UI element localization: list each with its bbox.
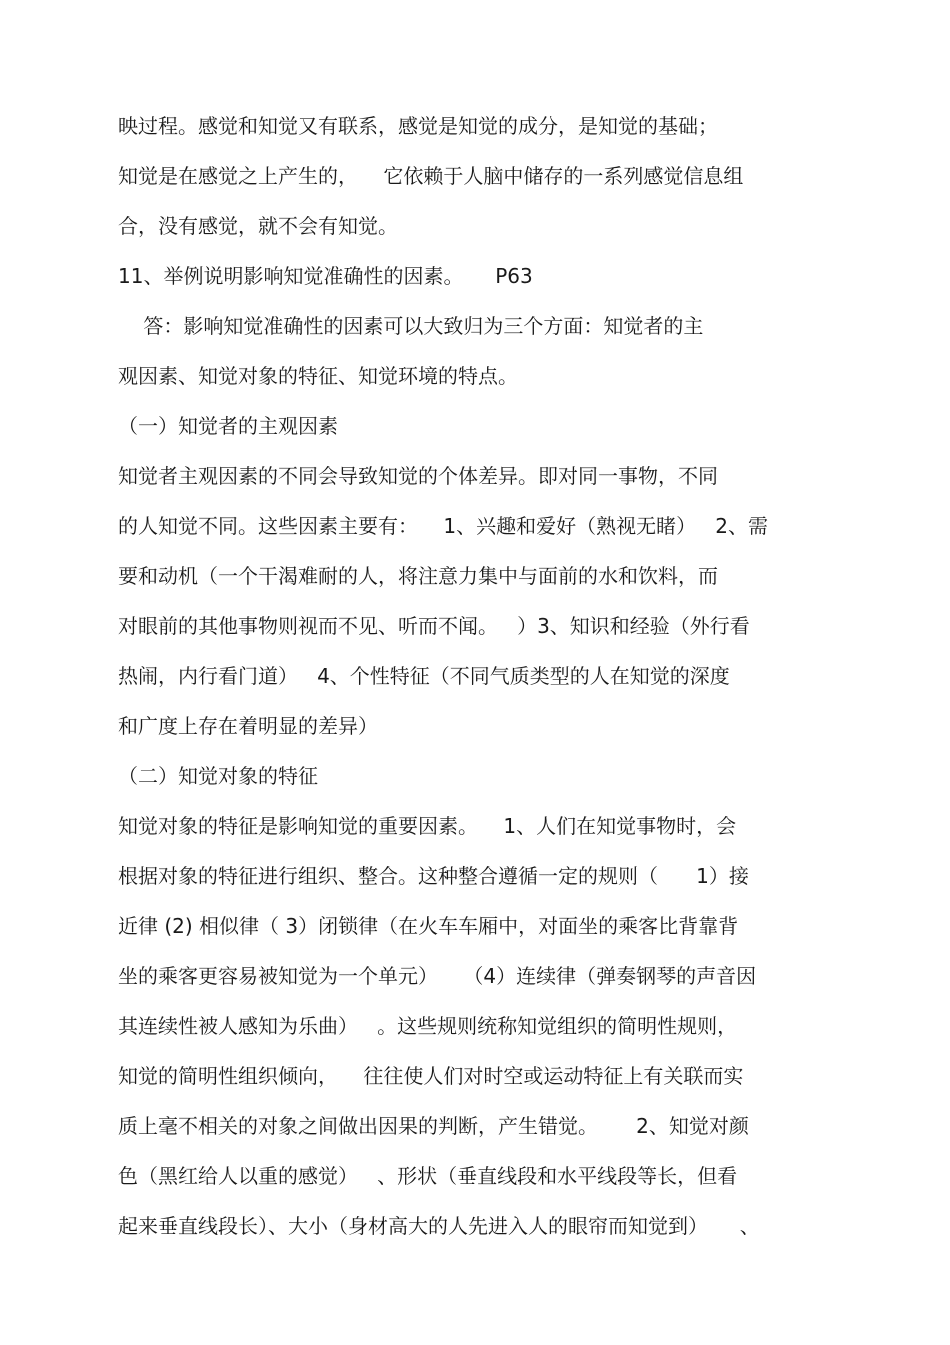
question-heading: 11、举例说明影响知觉准确性的因素。 P63 xyxy=(118,264,533,288)
text-line: 合，没有感觉，就不会有知觉。 xyxy=(118,214,398,238)
text-line: 对眼前的其他事物则视而不见、听而不闻。 ）3、知识和经验（外行看 xyxy=(118,614,750,638)
answer-line: 答：影响知觉准确性的因素可以大致归为三个方面：知觉者的主 xyxy=(118,314,704,338)
text-line: 其连续性被人感知为乐曲） 。这些规则统称知觉组织的简明性规则， xyxy=(118,1014,738,1038)
text-line: 的人知觉不同。这些因素主要有： 1、兴趣和爱好（熟视无睹） 2、需 xyxy=(118,514,768,538)
text-line: 要和动机（一个干渴难耐的人，将注意力集中与面前的水和饮料，而 xyxy=(118,564,718,588)
text-line: 坐的乘客更容易被知觉为一个单元） （4）连续律（弹奏钢琴的声音因 xyxy=(118,964,757,988)
text-line: 色（黑红给人以重的感觉） 、形状（垂直线段和水平线段等长，但看 xyxy=(118,1164,738,1188)
text-line: 观因素、知觉对象的特征、知觉环境的特点。 xyxy=(118,364,518,388)
section-heading: （二）知觉对象的特征 xyxy=(118,764,318,788)
text-line: 近律 (2) 相似律（ 3）闭锁律（在火车车厢中，对面坐的乘客比背靠背 xyxy=(118,914,739,938)
text-line: 热闹，内行看门道） 4、个性特征（不同气质类型的人在知觉的深度 xyxy=(118,664,730,688)
text-line: 知觉者主观因素的不同会导致知觉的个体差异。即对同一事物，不同 xyxy=(118,464,718,488)
text-line: 和广度上存在着明显的差异） xyxy=(118,714,378,738)
section-heading: （一）知觉者的主观因素 xyxy=(118,414,338,438)
text-line: 起来垂直线段长）、大小（身材高大的人先进入人的眼帘而知觉到） 、 xyxy=(118,1214,760,1238)
text-line: 知觉对象的特征是影响知觉的重要因素。 1、人们在知觉事物时，会 xyxy=(118,814,737,838)
text-line: 知觉是在感觉之上产生的， 它依赖于人脑中储存的一系列感觉信息组 xyxy=(118,164,744,188)
text-line: 映过程。感觉和知觉又有联系，感觉是知觉的成分，是知觉的基础； xyxy=(118,114,718,138)
text-line: 知觉的简明性组织倾向， 往往使人们对时空或运动特征上有关联而实 xyxy=(118,1064,744,1088)
text-line: 根据对象的特征进行组织、整合。这种整合遵循一定的规则（ 1）接 xyxy=(118,864,749,888)
text-line: 质上毫不相关的对象之间做出因果的判断，产生错觉。 2、知觉对颜 xyxy=(118,1114,749,1138)
